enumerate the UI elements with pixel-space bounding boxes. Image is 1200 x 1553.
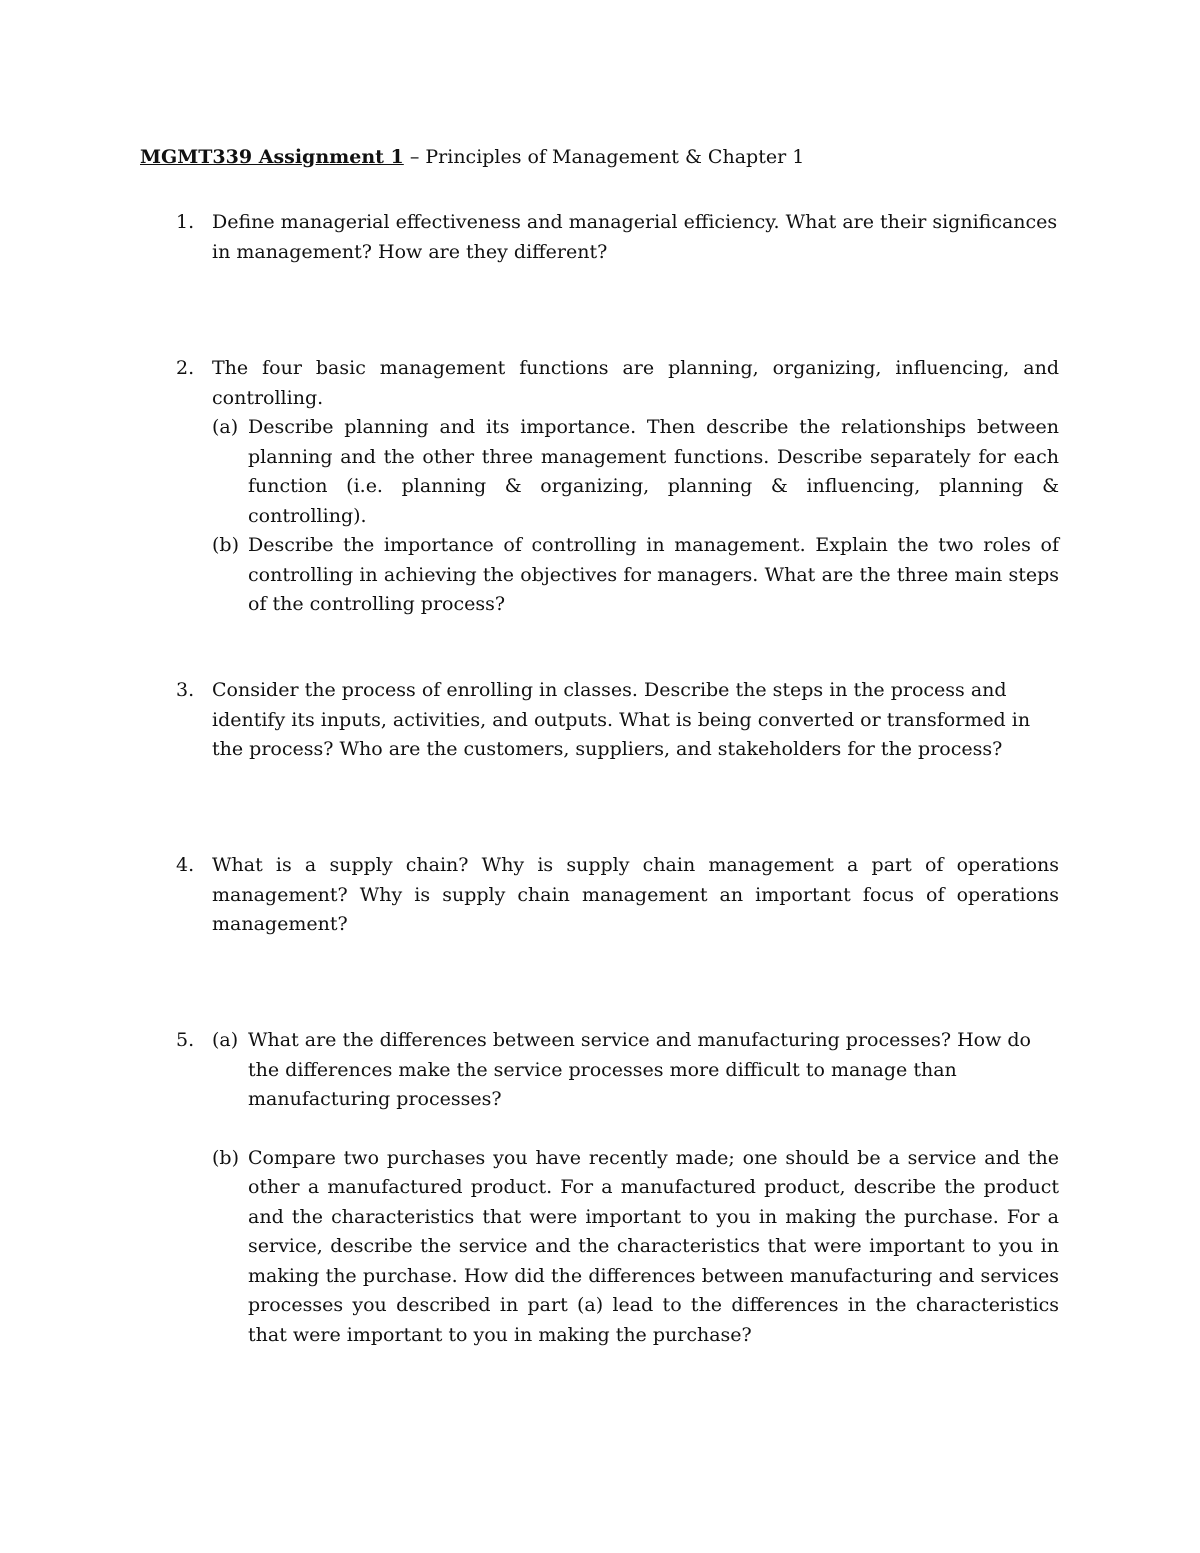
question-number: 5. xyxy=(176,1029,195,1051)
question-body xyxy=(212,354,1059,620)
part-text: Describe planning and its importance. Then describe the relationships between planning and the other three management functions. Describe separately for each function (i.e. planning & organizing, planning & influencing, planning & controlling). xyxy=(248,416,1059,527)
question-text: Consider the process of enrolling in classes. Describe the steps in the process and identify its inputs, activities, and outputs. What is being converted or transformed in the process? Who are the customers, suppliers, and stakeholders for the process? xyxy=(212,679,1031,760)
question-text: The four basic management functions are planning, organizing, influencing, and controlling. xyxy=(212,357,1059,409)
question-body xyxy=(212,1026,1059,1350)
question-number: 3. xyxy=(176,679,195,701)
question-number: 2. xyxy=(176,357,195,379)
question-part-b xyxy=(212,1144,1059,1351)
part-text: What are the differences between service and manufacturing processes? How do the differences make the service processes more difficult to manage than manufacturing processes? xyxy=(248,1029,1031,1110)
part-label: (a) xyxy=(212,1029,239,1051)
part-label: (a) xyxy=(212,416,239,438)
assignment-heading xyxy=(140,143,1060,172)
question-part-a xyxy=(212,1026,1059,1115)
heading-separator: – xyxy=(403,146,426,168)
part-text: Compare two purchases you have recently made; one should be a service and the other a manufactured product. For a manufactured product, describe the product and the characteristics that were important to you in making the purchase. For a service, describe the service and the characteristics that were important to you in making the purchase. How did the differences between manufacturing and services processes you described in part (a) lead to the differences in the characteristics that were important to you in making the purchase? xyxy=(248,1146,1059,1346)
part-text: Describe the importance of controlling in management. Explain the two roles of controlling in achieving the objectives for managers. What are the three main steps of the controlling process? xyxy=(248,534,1059,615)
question-number: 1. xyxy=(176,211,195,233)
question-text: What is a supply chain? Why is supply chain management a part of operations management? Why is supply chain management an important focus of operations management? xyxy=(212,854,1059,935)
part-spacer xyxy=(212,1115,1059,1144)
question-text: Define managerial effectiveness and managerial efficiency. What are their significances in management? How are they different? xyxy=(212,211,1058,263)
question-part-b xyxy=(212,531,1059,620)
part-label: (b) xyxy=(212,1146,239,1169)
question-part-a xyxy=(212,413,1059,531)
part-label: (b) xyxy=(212,534,239,556)
heading-title: Principles of Management & Chapter 1 xyxy=(425,146,805,168)
question-number: 4. xyxy=(176,854,195,876)
course-title: MGMT339 Assignment 1 xyxy=(140,146,404,168)
